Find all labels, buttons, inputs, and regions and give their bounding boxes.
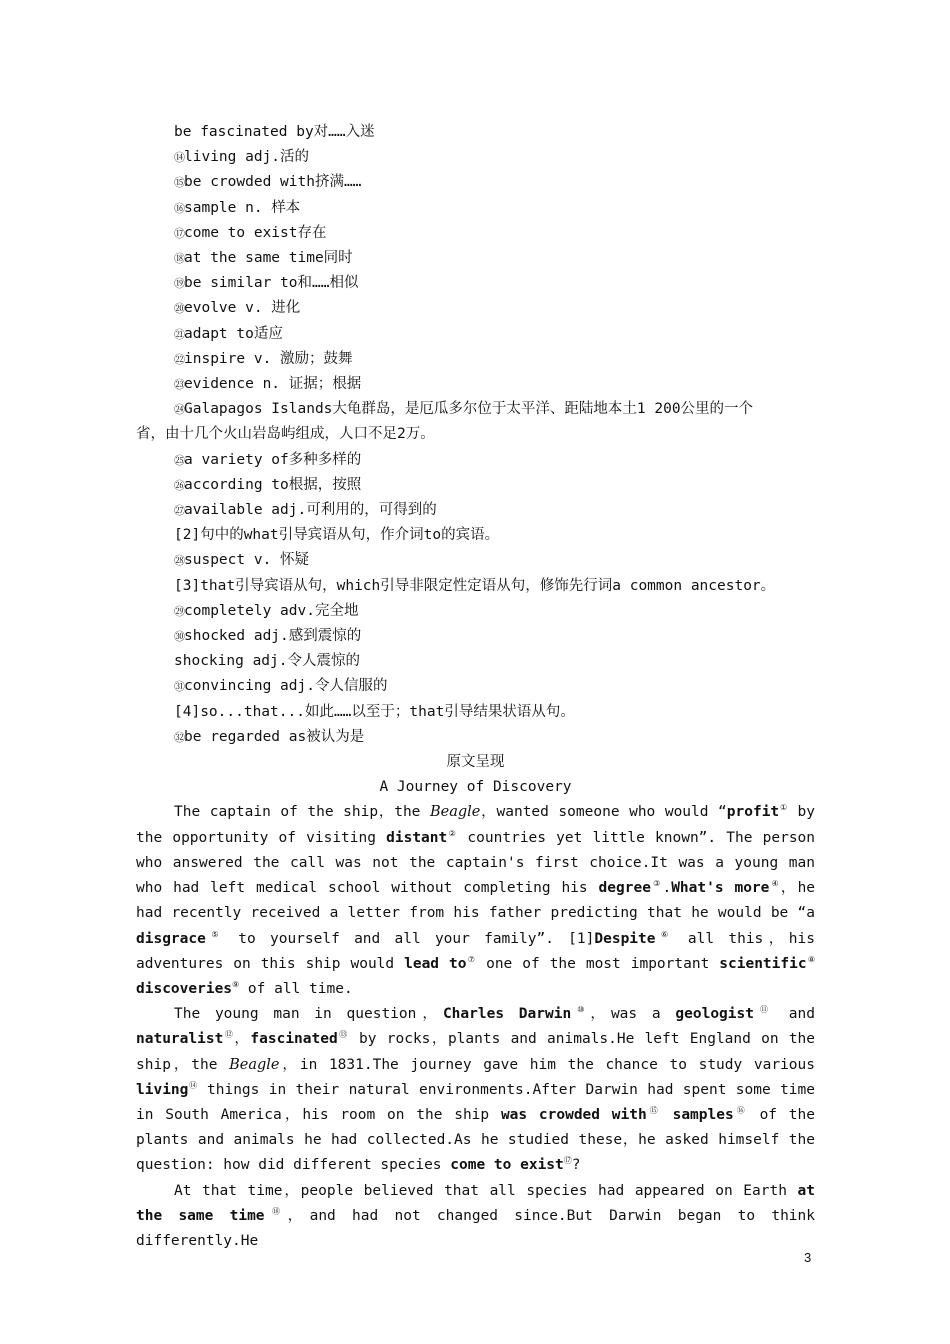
vocab-line [174,674,815,699]
key-term: degree [598,880,651,897]
footnote-marker: ⑧ [806,954,816,964]
note-number: ㉛ [174,680,184,694]
vocab-line [174,473,815,498]
key-term: naturalist [136,1031,224,1048]
key-term: Charles Darwin [442,1006,572,1023]
note-number: ⑱ [174,252,184,266]
text-run: ，was a [590,1006,676,1023]
ship-name: Beagle [229,1056,280,1073]
vocab-line [174,221,815,246]
key-term: scientific [719,955,807,972]
key-term: come to exist [450,1157,564,1174]
note-number: ⑰ [174,226,184,240]
vocab-line [174,574,815,599]
vocab-line [174,145,815,170]
note-number: ㉑ [174,327,184,341]
vocab-line [174,322,815,347]
vocab-text: shocked adj.感到震惊的 [184,628,362,645]
text-run: ，he had recently received a letter from his father predicting that he would be “a [136,880,816,922]
vocab-line [174,599,815,624]
note-number: ⑳ [174,302,184,316]
note-number: ㉓ [174,378,184,392]
key-term: samples [672,1106,734,1123]
footnote-marker: ⑤ [205,929,225,939]
footnote-marker: ⑥ [655,929,674,939]
vocab-text: inspire v. 激励；鼓舞 [184,350,353,367]
note-number: ㉖ [174,478,184,492]
vocab-text: be similar to和……相似 [184,275,359,292]
note-number: ㉚ [174,630,184,644]
note-number: ⑲ [174,277,184,291]
document-page [136,120,815,1254]
note-number: ㉕ [174,453,184,467]
note-number: ⑯ [174,201,184,215]
vocab-line [174,649,815,674]
vocab-text: a variety of多种多样的 [184,451,362,468]
key-term: lead to [404,955,467,972]
vocab-text: [4]so...that...如此……以至于；that引导结果状语从句。 [174,703,575,720]
article-title: A Journey of Discovery [379,779,572,796]
vocab-text: shocking adj.令人震惊的 [174,653,360,670]
note-number: ㉙ [174,604,184,618]
vocab-line [174,397,815,422]
vocab-text: come to exist存在 [184,224,327,241]
text-run [661,1107,673,1123]
text-run: by rocks，plants and animals.He left England on the ship，the [136,1031,816,1073]
vocab-line [174,170,815,195]
vocab-text: according to根据，按照 [184,476,362,493]
key-term: geologist [675,1006,754,1023]
note-number: ㉒ [174,352,184,366]
footnote-marker: ③ [650,879,663,889]
article-body [136,800,815,1254]
key-term: at the same time [136,1182,815,1224]
vocab-text: evidence n. 证据；根据 [184,376,362,393]
page-number: 3 [804,1250,812,1265]
footnote-marker: ⑨ [232,979,240,989]
vocab-text: suspect v. 怀疑 [184,552,310,569]
text-run: ，and had not changed since.But Darwin began to think differently.He [136,1207,815,1249]
footnote-marker: ① [779,803,788,813]
vocab-line [174,548,815,573]
vocab-text: be fascinated by对……入迷 [174,124,375,140]
vocab-text: at the same time同时 [184,250,353,267]
vocab-line [174,347,815,372]
vocab-text: available adj.可利用的，可得到的 [184,502,437,519]
vocab-line [174,498,815,523]
text-run: ? [571,1157,581,1174]
vocab-text: be regarded as被认为是 [184,728,365,745]
text-run: ，in 1831.The journey gave him the chance to study various [279,1056,815,1073]
vocab-line [174,246,815,271]
vocab-line [174,725,815,750]
footnote-marker: ⑱ [264,1206,288,1216]
text-run: to yourself and all your family”. [1] [224,930,595,947]
footnote-marker: ⑭ [188,1080,198,1090]
key-term: was crowded with [500,1106,647,1123]
footnote-marker: ④ [769,879,781,889]
text-run: one of the most important [476,955,720,972]
note-number: ⑮ [174,176,184,190]
section-heading: 原文呈现 [446,754,505,771]
key-term: disgrace [136,930,206,947]
vocab-line [174,448,815,473]
key-term: fascinated [250,1031,338,1048]
note-number: ⑭ [174,151,184,165]
vocab-text: completely adv.完全地 [184,602,359,619]
text-run: ，wanted someone who would “ [480,804,727,821]
paragraph [136,1002,815,1178]
key-term: living [136,1081,189,1098]
vocab-text: be crowded with挤满…… [184,174,362,191]
key-term: discoveries [136,980,233,997]
text-run: of all time. [239,980,353,997]
vocab-text: [2]句中的what引导宾语从句，作介词to的宾语。 [174,527,500,544]
vocab-text: sample n. 样本 [184,199,301,216]
vocab-text: convincing adj.令人信服的 [184,678,388,695]
ship-name: Beagle [429,804,481,821]
text-run: of the plants and animals he had collected.As he studied these，he asked himself the question: how did different species [136,1106,815,1174]
vocab-line [174,372,815,397]
vocab-text: 省，由十几个火山岩岛屿组成，人口不足2万。 [136,426,435,443]
vocab-text: [3]that引导宾语从句，which引导非限定性定语从句，修饰先行词a common ancestor。 [174,577,776,594]
vocab-text: adapt to适应 [184,325,283,342]
text-run: At that time，people believed that all species had appeared on Earth [174,1182,798,1199]
paragraph [136,1179,815,1255]
text-run: and [774,1006,815,1023]
vocab-line [174,196,815,221]
footnote-marker: ② [447,828,458,838]
key-term: distant [386,829,448,846]
vocab-notes [136,120,815,750]
text-run: things in their natural environments.After Darwin had spent some time in South America，his room on the ship [136,1081,816,1123]
paragraph [136,800,815,1002]
footnote-marker: ⑩ [571,1005,591,1015]
text-run: ， [234,1031,251,1048]
footnote-marker: ⑦ [466,954,477,964]
footnote-marker: ⑯ [733,1105,748,1115]
text-run: by the opportunity of visiting [136,804,816,846]
key-term: profit [726,804,780,821]
footnote-marker: ⑪ [753,1005,775,1015]
vocab-line [174,296,815,321]
footnote-marker: ⑬ [337,1030,349,1040]
footnote-marker: ⑮ [646,1105,661,1115]
vocab-line [174,120,815,145]
key-term: Despite [594,930,656,947]
text-run: . [662,880,672,897]
footnote-marker: ⑫ [223,1030,235,1040]
vocab-text: evolve v. 进化 [184,300,301,317]
note-number: ㉜ [174,730,184,744]
vocab-line [174,624,815,649]
text-run: The young man in question， [174,1006,443,1023]
key-term: What's more [671,880,770,897]
note-number: ㉔ [174,403,184,417]
vocab-text: living adj.活的 [184,149,310,166]
note-number: ㉘ [174,554,184,568]
footnote-marker: ⑰ [563,1156,572,1166]
text-run: all this，his adventures on this ship would [136,930,815,972]
vocab-line [174,523,815,548]
vocab-text: Galapagos Islands大龟群岛，是厄瓜多尔位于太平洋、距陆地本土1 200公里的一个 [184,401,754,418]
vocab-line [174,271,815,296]
text-run: The captain of the ship，the [174,804,430,821]
text-run: countries yet little known”. The person who answered the call was not the captain's first choice.It was a young man who had left medical school without completing his [136,829,816,897]
vocab-line [174,700,815,725]
note-number: ㉗ [174,504,184,518]
vocab-line [136,422,815,447]
